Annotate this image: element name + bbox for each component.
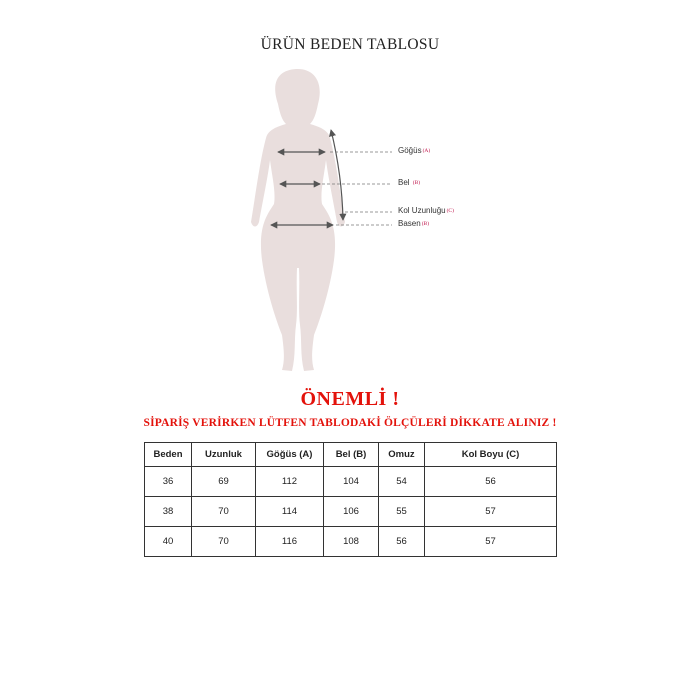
table-row	[145, 497, 557, 527]
sleeve-label-text: Kol Uzunluğu	[398, 206, 446, 215]
cell-size: 36	[145, 467, 192, 497]
important-heading: ÖNEMLİ !	[300, 388, 400, 410]
cell-size: 40	[145, 527, 192, 557]
cell-length: 69	[192, 467, 256, 497]
cell-chest: 116	[256, 527, 324, 557]
waist-label-text: Bel	[398, 178, 410, 187]
header-shoulder: Omuz	[379, 443, 425, 467]
sleeve-label-letter: (C)	[446, 208, 454, 214]
size-table	[144, 442, 557, 557]
cell-shoulder: 55	[379, 497, 425, 527]
cell-waist: 106	[324, 497, 379, 527]
table-row	[145, 527, 557, 557]
chest-label-letter: (A)	[422, 148, 431, 154]
cell-chest: 112	[256, 467, 324, 497]
waist-label-letter: (B)	[412, 180, 421, 186]
waist-label	[398, 178, 420, 187]
cell-size: 38	[145, 497, 192, 527]
header-length: Uzunluk	[192, 443, 256, 467]
page-title: ÜRÜN BEDEN TABLOSU	[260, 36, 440, 53]
sleeve-label	[398, 206, 454, 215]
cell-shoulder: 56	[379, 527, 425, 557]
female-silhouette	[251, 69, 345, 371]
cell-sleeve: 57	[425, 527, 557, 557]
cell-shoulder: 54	[379, 467, 425, 497]
header-waist: Bel (B)	[324, 443, 379, 467]
table-header-row	[145, 443, 557, 467]
header-sleeve: Kol Boyu (C)	[425, 443, 557, 467]
cell-length: 70	[192, 527, 256, 557]
cell-length: 70	[192, 497, 256, 527]
hip-label-letter: (B)	[421, 221, 430, 227]
cell-waist: 108	[324, 527, 379, 557]
header-chest: Göğüs (A)	[256, 443, 324, 467]
order-warning: SİPARİŞ VERİRKEN LÜTFEN TABLODAKİ ÖLÇÜLERİ DİKKATE ALINIZ !	[143, 417, 557, 429]
chest-label-text: Göğüs	[398, 146, 422, 155]
cell-sleeve: 56	[425, 467, 557, 497]
chest-label	[398, 146, 430, 155]
header-size: Beden	[145, 443, 192, 467]
hip-label-text: Basen	[398, 219, 421, 228]
cell-waist: 104	[324, 467, 379, 497]
cell-chest: 114	[256, 497, 324, 527]
cell-sleeve: 57	[425, 497, 557, 527]
table-row	[145, 467, 557, 497]
hip-label	[398, 219, 429, 228]
